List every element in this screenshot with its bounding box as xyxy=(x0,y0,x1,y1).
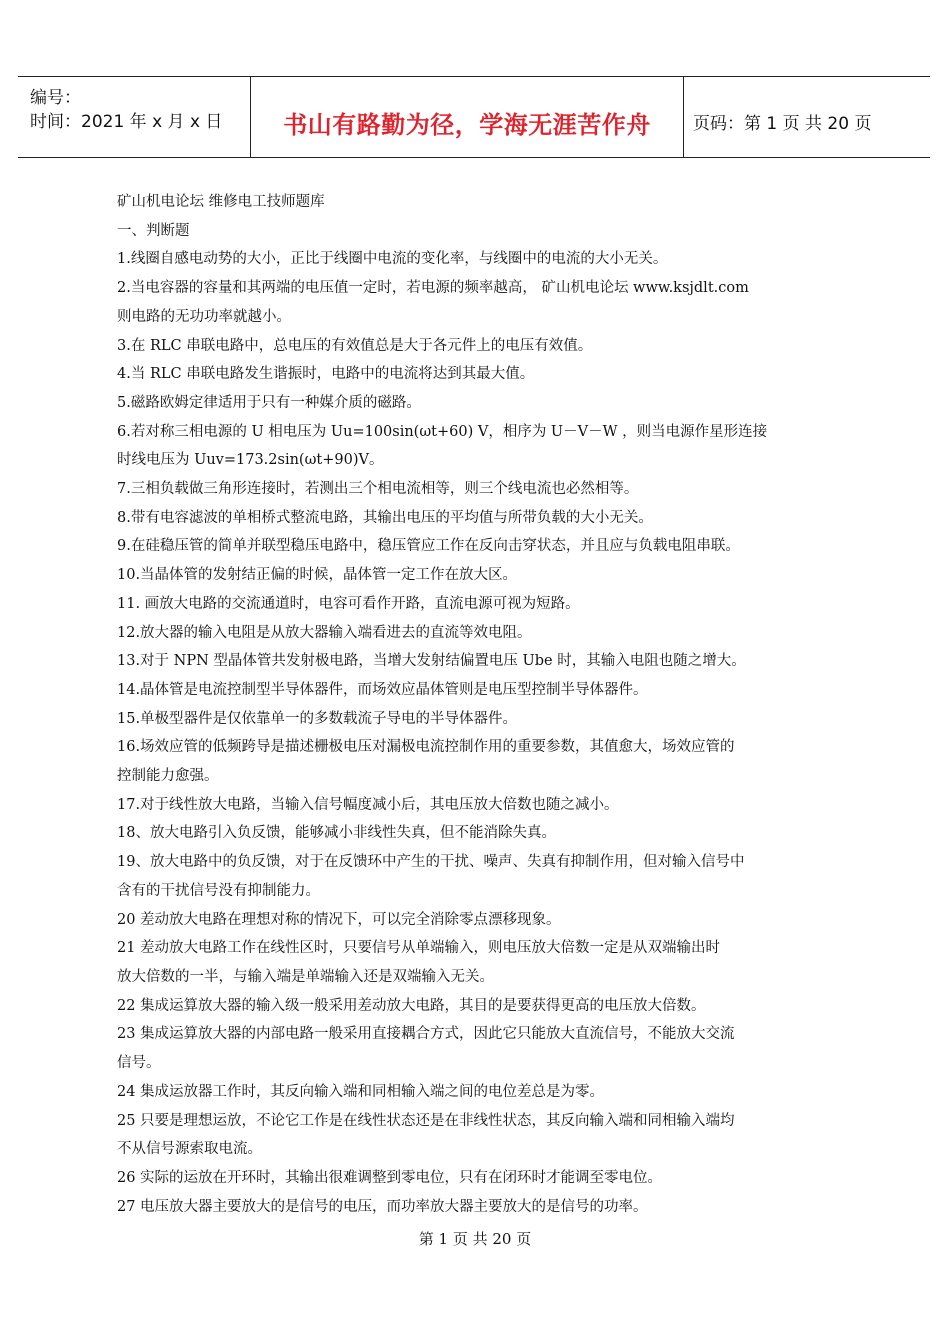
question-line: 9.在硅稳压管的简单并联型稳压电路中，稳压管应工作在反向击穿状态，并且应与负载电阻串联。 xyxy=(117,538,740,555)
page-footer: 第 1 页 共 20 页 xyxy=(418,1230,532,1248)
question-line: 时线电压为 Uuv=173.2sin(ωt+90)V。 xyxy=(117,452,384,469)
header-right-cell xyxy=(683,77,930,157)
question-line: 18、放大电路引入负反馈，能够减小非线性失真，但不能消除失真。 xyxy=(117,825,556,842)
question-line: 22 集成运算放大器的输入级一般采用差动放大电路，其目的是要获得更高的电压放大倍数。 xyxy=(117,997,706,1014)
question-line: 27 电压放大器主要放大的是信号的电压，而功率放大器主要放大的是信号的功率。 xyxy=(117,1198,648,1215)
question-line: 26 实际的运放在开环时，其输出很难调整到零电位，只有在闭环时才能调至零电位。 xyxy=(117,1169,663,1186)
question-line: 信号。 xyxy=(117,1055,161,1072)
question-line: 6.若对称三相电源的 U 相电压为 Uu=100sin(ωt+60) V，相序为 U－V－W ，则当电源作星形连接 xyxy=(117,423,768,440)
header-left-cell xyxy=(18,77,250,157)
document-body xyxy=(117,188,837,1221)
question-line: 则电路的无功功率就越小。 xyxy=(117,308,291,325)
question-line: 14.晶体管是电流控制型半导体器件，而场效应晶体管则是电压型控制半导体器件。 xyxy=(117,681,648,698)
header-motto: 书山有路勤为径，学海无涯苦作舟 xyxy=(283,111,651,139)
header-middle-cell xyxy=(250,77,684,157)
document-time-label: 时间：2021 年 x 月 x 日 xyxy=(30,112,223,132)
question-line: 控制能力愈强。 xyxy=(117,768,219,785)
question-line: 12.放大器的输入电阻是从放大器输入端看进去的直流等效电阻。 xyxy=(117,624,532,641)
question-line: 不从信号源索取电流。 xyxy=(117,1141,262,1158)
question-line: 5.磁路欧姆定律适用于只有一种媒介质的磁路。 xyxy=(117,394,421,411)
question-line: 20 差动放大电路在理想对称的情况下，可以完全消除零点漂移现象。 xyxy=(117,911,561,928)
page-header xyxy=(18,76,930,158)
question-line: 2.当电容器的容量和其两端的电压值一定时，若电源的频率越高， 矿山机电论坛 www.ksjdlt.com xyxy=(117,280,749,297)
document-number-label: 编号： xyxy=(30,88,81,108)
question-line: 21 差动放大电路工作在线性区时，只要信号从单端输入，则电压放大倍数一定是从双端输出时 xyxy=(117,940,721,957)
section-heading: 一、判断题 xyxy=(117,222,190,239)
question-line: 24 集成运放器工作时，其反向输入端和同相输入端之间的电位差总是为零。 xyxy=(117,1083,605,1100)
question-line: 1.线圈自感电动势的大小，正比于线圈中电流的变化率，与线圈中的电流的大小无关。 xyxy=(117,251,668,268)
question-line: 4.当 RLC 串联电路发生谐振时，电路中的电流将达到其最大值。 xyxy=(117,366,535,383)
doc-title: 矿山机电论坛 维修电工技师题库 xyxy=(117,194,325,210)
header-page-info: 页码：第 1 页 共 20 页 xyxy=(693,114,872,134)
question-line: 10.当晶体管的发射结正偏的时候，晶体管一定工作在放大区。 xyxy=(117,567,518,584)
question-line: 13.对于 NPN 型晶体管共发射极电路，当增大发射结偏置电压 Ube 时，其输入电阻也随之增大。 xyxy=(117,653,746,670)
question-line: 8.带有电容滤波的单相桥式整流电路，其输出电压的平均值与所带负载的大小无关。 xyxy=(117,509,653,526)
question-line: 23 集成运算放大器的内部电路一般采用直接耦合方式，因此它只能放大直流信号，不能放大交流 xyxy=(117,1026,735,1043)
question-line: 7.三相负载做三角形连接时，若测出三个相电流相等，则三个线电流也必然相等。 xyxy=(117,481,639,498)
question-line: 11. 画放大电路的交流通道时，电容可看作开路，直流电源可视为短路。 xyxy=(117,595,580,612)
question-line: 17.对于线性放大电路，当输入信号幅度减小后，其电压放大倍数也随之减小。 xyxy=(117,796,619,813)
question-line: 含有的干扰信号没有抑制能力。 xyxy=(117,882,320,899)
question-line: 19、放大电路中的负反馈，对于在反馈环中产生的干扰、噪声、失真有抑制作用，但对输入信号中 xyxy=(117,854,745,871)
question-line: 25 只要是理想运放，不论它工作是在线性状态还是在非线性状态，其反向输入端和同相输入端均 xyxy=(117,1112,735,1129)
question-line: 15.单极型器件是仅依靠单一的多数载流子导电的半导体器件。 xyxy=(117,710,518,727)
question-line: 3.在 RLC 串联电路中，总电压的有效值总是大于各元件上的电压有效值。 xyxy=(117,337,593,354)
question-line: 16.场效应管的低频跨导是描述栅极电压对漏极电流控制作用的重要参数，其值愈大，场效应管的 xyxy=(117,739,735,756)
question-line: 放大倍数的一半，与输入端是单端输入还是双端输入无关。 xyxy=(117,968,494,985)
